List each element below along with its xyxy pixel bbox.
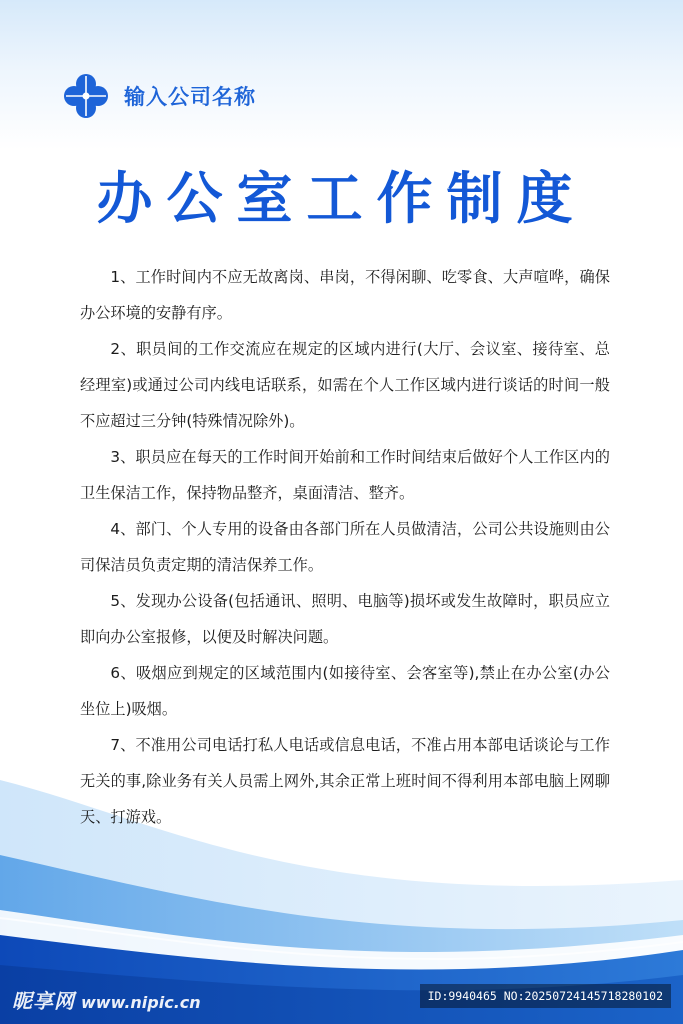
rule-item: 3、职员应在每天的工作时间开始前和工作时间结束后做好个人工作区内的卫生保洁工作，保持物品整齐，桌面清洁、整齐。 <box>80 448 610 502</box>
watermark-url: www.nipic.cn <box>81 993 201 1012</box>
company-name: 输入公司名称 <box>124 85 256 109</box>
rule-item: 7、不准用公司电话打私人电话或信息电话，不准占用本部电话谈论与工作无关的事,除业务有关人员需上网外,其余正常上班时间不得利用本部电脑上网聊天、打游戏。 <box>80 736 610 826</box>
rule-item: 6、吸烟应到规定的区域范围内(如接待室、会客室等),禁止在办公室(办公坐位上)吸烟。 <box>80 664 610 718</box>
site-watermark <box>12 985 201 1014</box>
rule-item: 5、发现办公设备(包括通讯、照明、电脑等)损坏或发生故障时，职员应立即向办公室报修，以便及时解决问题。 <box>80 592 610 646</box>
rule-item: 2、职员间的工作交流应在规定的区域内进行(大厅、会议室、接待室、总经理室)或通过公司内线电话联系，如需在个人工作区域内进行谈话的时间一般不应超过三分钟(特殊情况除外)。 <box>80 340 610 430</box>
company-header <box>62 72 256 120</box>
rule-item: 4、部门、个人专用的设备由各部门所在人员做清洁，公司公共设施则由公司保洁员负责定期的清洁保养工作。 <box>80 520 610 574</box>
watermark-brand: 昵享网 <box>12 989 75 1013</box>
rule-item: 1、工作时间内不应无故离岗、串岗，不得闲聊、吃零食、大声喧哗，确保办公环境的安静有序。 <box>80 268 610 322</box>
rules-list <box>80 259 610 835</box>
four-petal-flower-logo-icon <box>62 72 110 120</box>
image-id-tag: ID:9940465 NO:20250724145718280102 <box>420 984 671 1008</box>
page-title: 办公室工作制度 <box>96 167 587 232</box>
